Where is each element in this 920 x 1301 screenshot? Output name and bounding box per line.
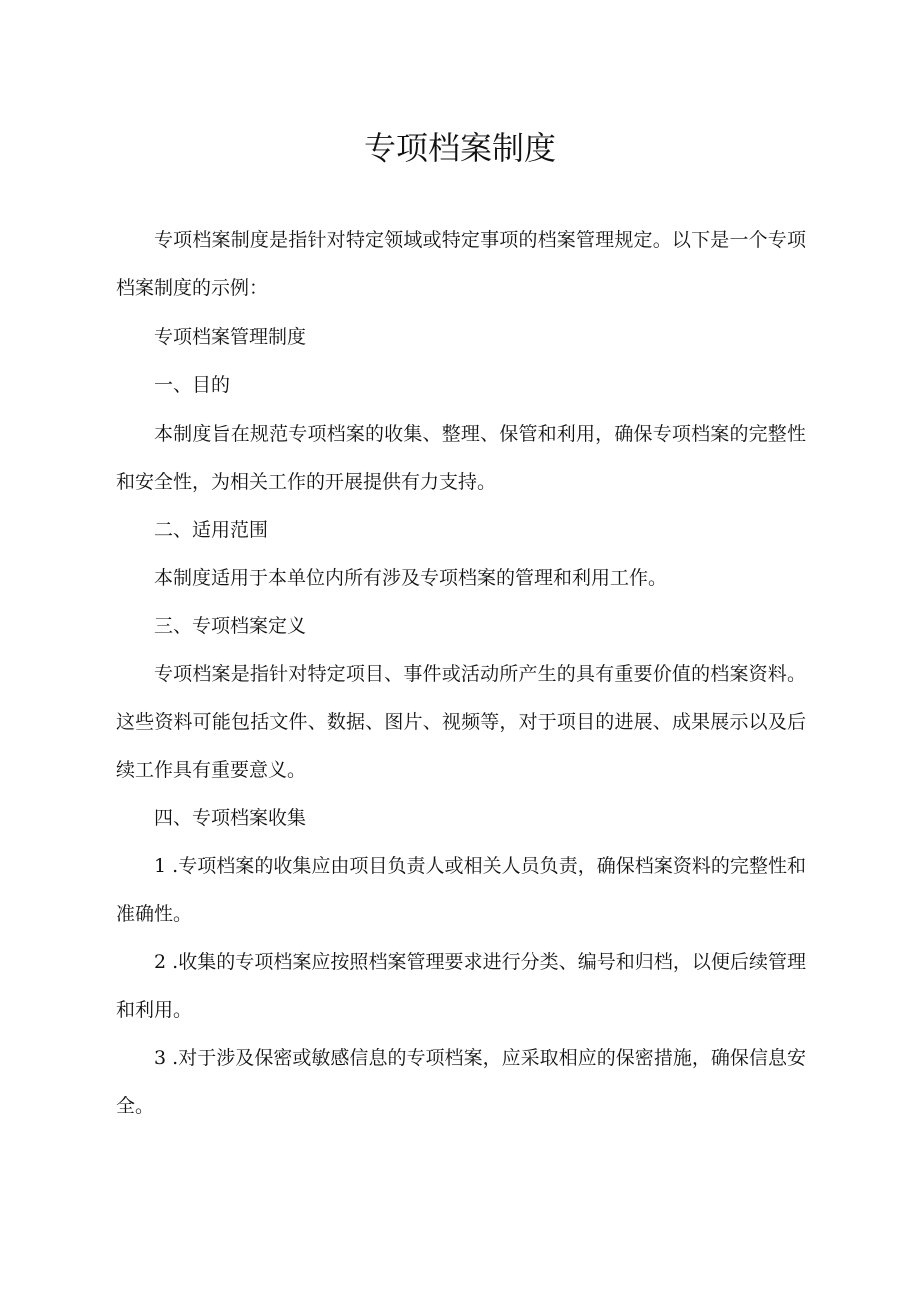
scope-paragraph: 本制度适用于本单位内所有涉及专项档案的管理和利用工作。 (154, 567, 668, 589)
document-title: 专项档案制度 (363, 129, 556, 167)
system-name-heading: 专项档案管理制度 (154, 326, 307, 348)
collection-item-1: 1 .专项档案的收集应由项目负责人或相关人员负责，确保档案资料的完整性和准确性。 (116, 855, 806, 925)
section-purpose-heading: 一、目的 (154, 374, 231, 396)
collection-item-3: 3 .对于涉及保密或敏感信息的专项档案，应采取相应的保密措施，确保信息安全。 (116, 1047, 806, 1117)
collection-item-2: 2 .收集的专项档案应按照档案管理要求进行分类、编号和归档，以便后续管理和利用。 (116, 951, 806, 1021)
definition-paragraph: 专项档案是指针对特定项目、事件或活动所产生的具有重要价值的档案资料。这些资料可能包括文件、数据、图片、视频等，对于项目的进展、成果展示以及后续工作具有重要意义。 (116, 663, 806, 781)
section-collection-heading: 四、专项档案收集 (154, 807, 307, 829)
purpose-paragraph: 本制度旨在规范专项档案的收集、整理、保管和利用，确保专项档案的完整性和安全性，为相关工作的开展提供有力支持。 (116, 423, 806, 493)
section-definition-heading: 三、专项档案定义 (154, 615, 307, 637)
intro-paragraph: 专项档案制度是指针对特定领域或特定事项的档案管理规定。以下是一个专项档案制度的示例： (116, 229, 806, 299)
section-scope-heading: 二、适用范围 (154, 519, 269, 541)
